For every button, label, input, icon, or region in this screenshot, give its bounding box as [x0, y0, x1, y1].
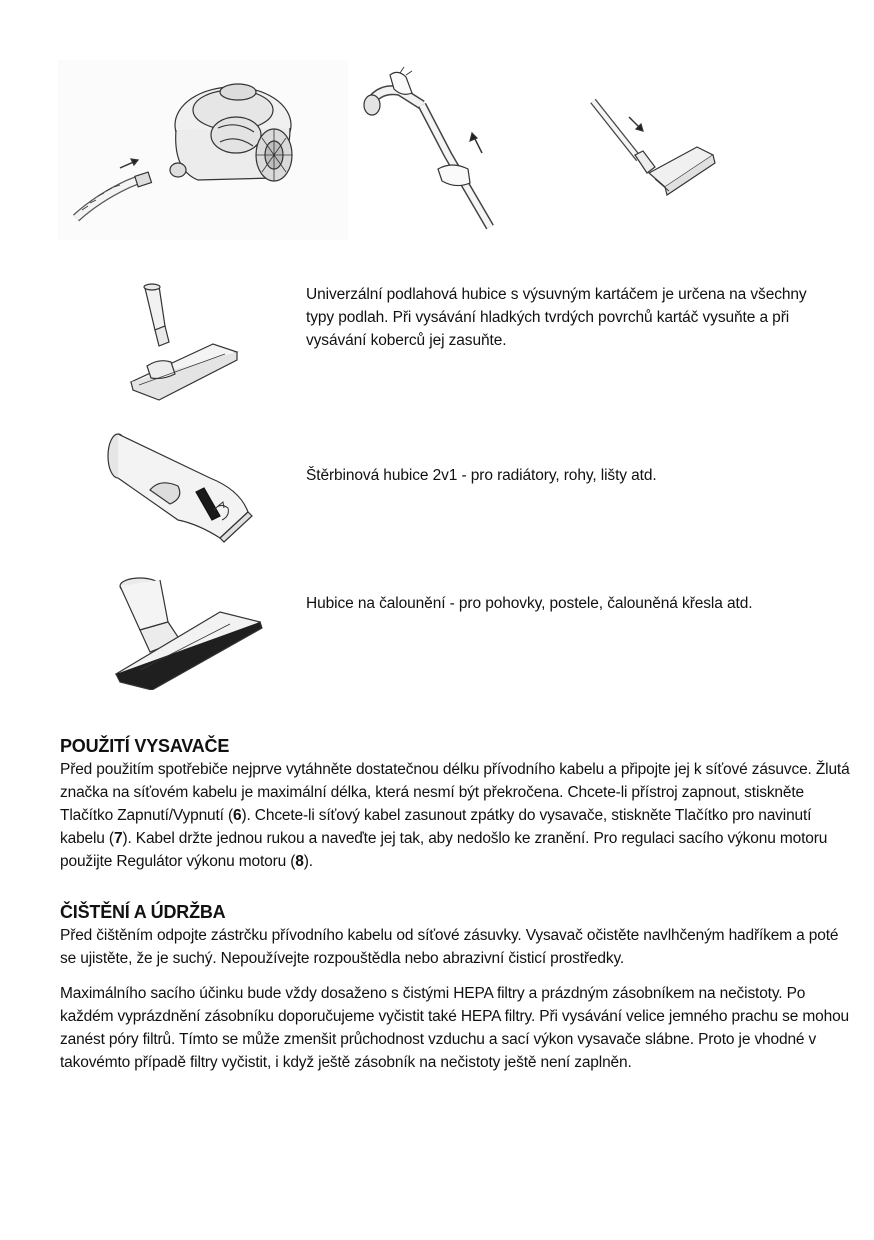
crevice-nozzle-caption: Štěrbinová hubice 2v1 - pro radiátory, rohy, lišty atd.: [306, 467, 657, 484]
floor-nozzle-image: [125, 282, 240, 402]
usage-section: [60, 734, 850, 873]
hose-tube-assembly-figure: [360, 65, 520, 235]
usage-ref-1: 6: [233, 807, 242, 824]
cleaning-paragraph-1: Před čištěním odpojte zástrčku přívodního kabelu od síťové zásuvky. Vysavač očistěte navlhčeným hadříkem a poté se ujistěte, že je suchý. Nepoužívejte rozpouštědla nebo abrazivní čisticí prostředky.: [60, 927, 839, 967]
crevice-nozzle-image: [100, 428, 255, 543]
upholstery-nozzle-image: [110, 570, 270, 690]
usage-text-4: ).: [303, 853, 313, 870]
usage-ref-3: 8: [295, 853, 304, 870]
usage-text-1: Před použitím spotřebiče nejprve vytáhněte dostatečnou délku přívodního kabelu a připojte jej k síťové zásuvce. Žlutá značka na síťovém kabelu je maximální délka, která nesmí být překročena. Chcete-li přístroj zapnout, stiskněte Tlačítko Zapnutí/Vypnutí (: [60, 761, 850, 824]
usage-heading: POUŽITÍ VYSAVAČE: [60, 736, 230, 756]
usage-paragraph: [60, 758, 850, 873]
upholstery-nozzle-caption: Hubice na čalounění - pro pohovky, postele, čalouněná křesla atd.: [306, 595, 753, 612]
usage-text-2: ). Chcete-li síťový kabel zasunout zpátky do vysavače, stiskněte Tlačítko pro navinutí kabelu (: [60, 807, 812, 847]
usage-text-3: ). Kabel držte jednou rukou a naveďte jej tak, aby nedošlo ke zranění. Pro regulaci sacího výkonu motoru použijte Regulátor výkonu motoru (: [60, 830, 828, 870]
tube-floor-nozzle-connect-figure: [585, 95, 720, 215]
cleaning-paragraph-2: Maximálního sacího účinku bude vždy dosaženo s čistými HEPA filtry a prázdným zásobníkem na nečistoty. Po každém vyprázdnění zásobníku doporučujeme vyčistit také HEPA filtry. Při vysávání velice jemného prachu se mohou zanést póry filtrů. Tímto se může zmenšit průchodnost vzduchu a sací výkon vysavače slábne. Proto je vhodné v takovémto případě filtry vyčistit, i když ještě zásobník na nečistoty ještě není zaplněn.: [60, 985, 850, 1071]
cleaning-section: [60, 900, 850, 1074]
cleaning-heading: ČIŠTĚNÍ A ÚDRŽBA: [60, 902, 226, 922]
floor-nozzle-caption: Univerzální podlahová hubice s výsuvným kartáčem je určena na všechny typy podlah. Při vysávání hladkých tvrdých povrchů kartáč vysuňte a při vysávání koberců jej zasuňte.: [306, 286, 807, 349]
vacuum-body-hose-connect-figure: [58, 60, 348, 240]
usage-ref-2: 7: [113, 830, 123, 847]
